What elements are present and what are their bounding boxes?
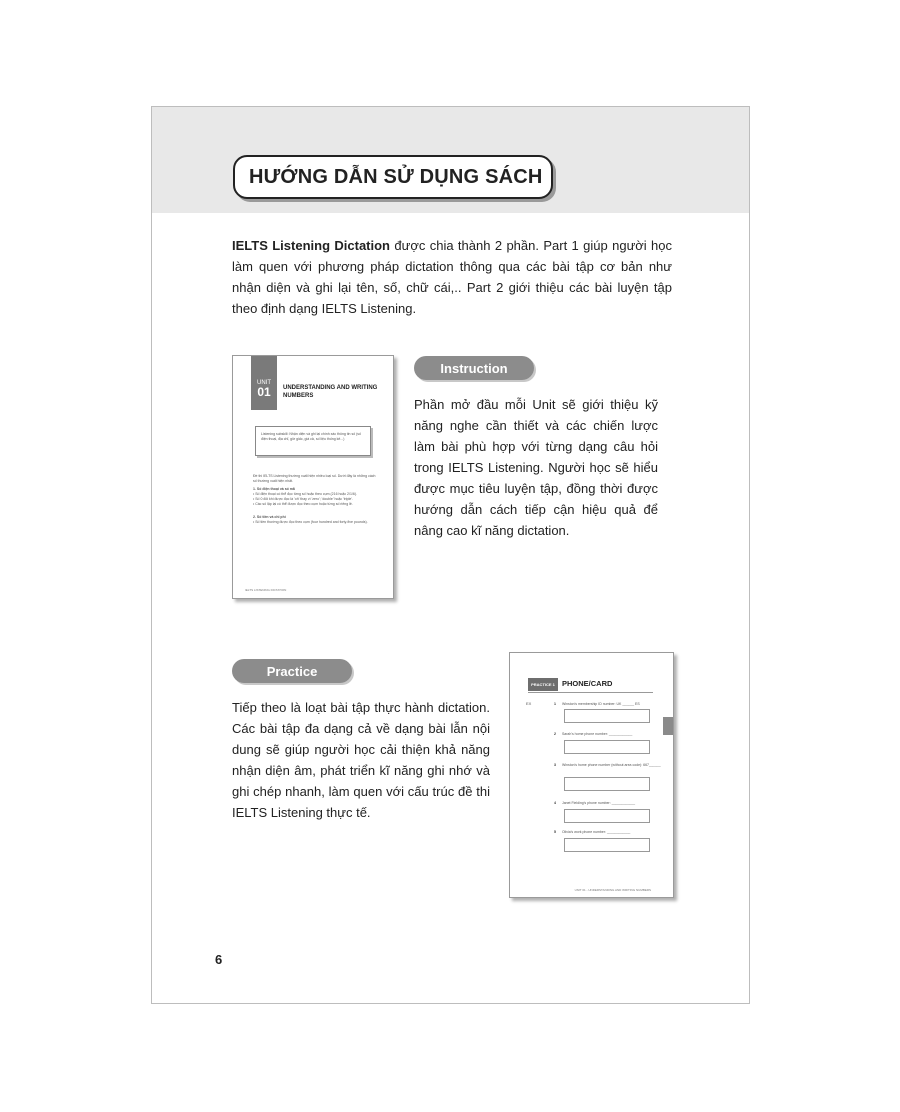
unit-line: 1. Số điện thoại và số mã	[253, 487, 295, 491]
question-1: 1 Winston's membership ID number: UK ______ ES	[554, 702, 640, 706]
unit-number: 01	[257, 385, 271, 399]
unit-thumbnail	[232, 355, 394, 599]
unit-line: • Số điện thoại có thể đọc từng số hoặc theo cụm (216 hoặc 2/1/6).	[253, 492, 357, 496]
unit-line: • Số tiền thường được đọc theo cụm (four hundred and forty-five pounds).	[253, 520, 368, 524]
page-title-box	[233, 155, 553, 199]
question-3: 3 Winston's home phone number (without area code): 667______	[554, 763, 661, 767]
book-page	[151, 106, 750, 1004]
practice-pill	[232, 659, 352, 683]
unit-footer: IELTS LISTENING DICTATION	[245, 588, 287, 592]
intro-paragraph	[232, 235, 672, 319]
question-2: 2 Sarah's home phone number: ____________	[554, 732, 633, 736]
intro-bold: IELTS Listening Dictation	[232, 238, 391, 253]
answer-box	[564, 838, 650, 852]
unit-line: Đề thi IELTS Listening thường xuất hiện nhiều loại số. Dưới đây là những cách số thường xuất hiện nhất.	[253, 474, 376, 483]
practice-text: Tiếp theo là loạt bài tập thực hành dictation. Các bài tập đa dạng cả về dạng bài lẫn nội dung sẽ giúp người học cải thiện khả năng nhận diện âm, phát triển kĩ năng ghi nhớ và ghi chép nhanh, làm quen với cấu trúc đề thi IELTS Listening thực tế.	[232, 700, 490, 820]
instruction-label: Instruction	[440, 360, 508, 376]
page-number: 6	[215, 952, 223, 967]
question-4: 4 Janet Fielding's phone number: ____________	[554, 801, 636, 805]
intro-text: được chia thành 2 phần. Part 1 giúp người học làm quen với phương pháp dictation thông qua các bài tập cơ bản như nhận diện và ghi lại tên, số, chữ cái,.. Part 2 giới thiệu các bài luyện tập theo định dạng IELTS Listening.	[232, 238, 673, 316]
example-label: EX	[526, 701, 532, 706]
unit-line: • Số 0 đôi khi được đọc là 'oh' thay vì 'zero'; 'double' hoặc 'triple'.	[253, 497, 353, 501]
unit-line: 2. Số tiền và chi phí	[253, 515, 286, 519]
question-5: 5 Olivia's work phone number: ____________	[554, 830, 631, 834]
instruction-pill	[414, 356, 534, 380]
answer-box	[564, 777, 650, 791]
practice-title: PHONE/CARD	[562, 679, 613, 688]
practice-side-tab	[663, 717, 673, 735]
answer-box	[564, 709, 650, 723]
practice-label: Practice	[266, 663, 318, 679]
page-title: HƯỚNG DẪN SỬ DỤNG SÁCH	[249, 165, 543, 188]
unit-subskill-box: Listening subskill: Nhận diện và ghi lại chính xác thông tin số (số điện thoại, địa chỉ, giờ giấc, giá cả, số liệu thống kê...)	[255, 426, 371, 456]
unit-label: UNIT	[257, 380, 271, 386]
unit-line: • Các số lặp lại có thể được đọc theo cụm hoặc từng số riêng lẻ.	[253, 502, 353, 506]
practice-thumbnail	[509, 652, 674, 898]
answer-box	[564, 740, 650, 754]
unit-title: UNDERSTANDING AND WRITING NUMBERS	[283, 385, 378, 399]
practice-tag: PRACTICE 1	[528, 678, 558, 691]
practice-rule	[528, 692, 653, 693]
unit-tab	[251, 356, 277, 410]
instruction-text: Phần mở đầu mỗi Unit sẽ giới thiệu kỹ năng nghe cần thiết và các chiến lược làm bài phù hợp với từng dạng câu hỏi trong IELTS Listening. Người học sẽ hiểu được mục tiêu luyện tập, đồng thời được hướng dẫn cách tiếp cận hiệu quả để nâng cao kĩ năng dictation.	[414, 397, 658, 538]
answer-box	[564, 809, 650, 823]
practice-footer: UNIT 01 - UNDERSTANDING AND WRITING NUMBERS	[574, 888, 651, 892]
unit-body-lines	[253, 474, 378, 525]
